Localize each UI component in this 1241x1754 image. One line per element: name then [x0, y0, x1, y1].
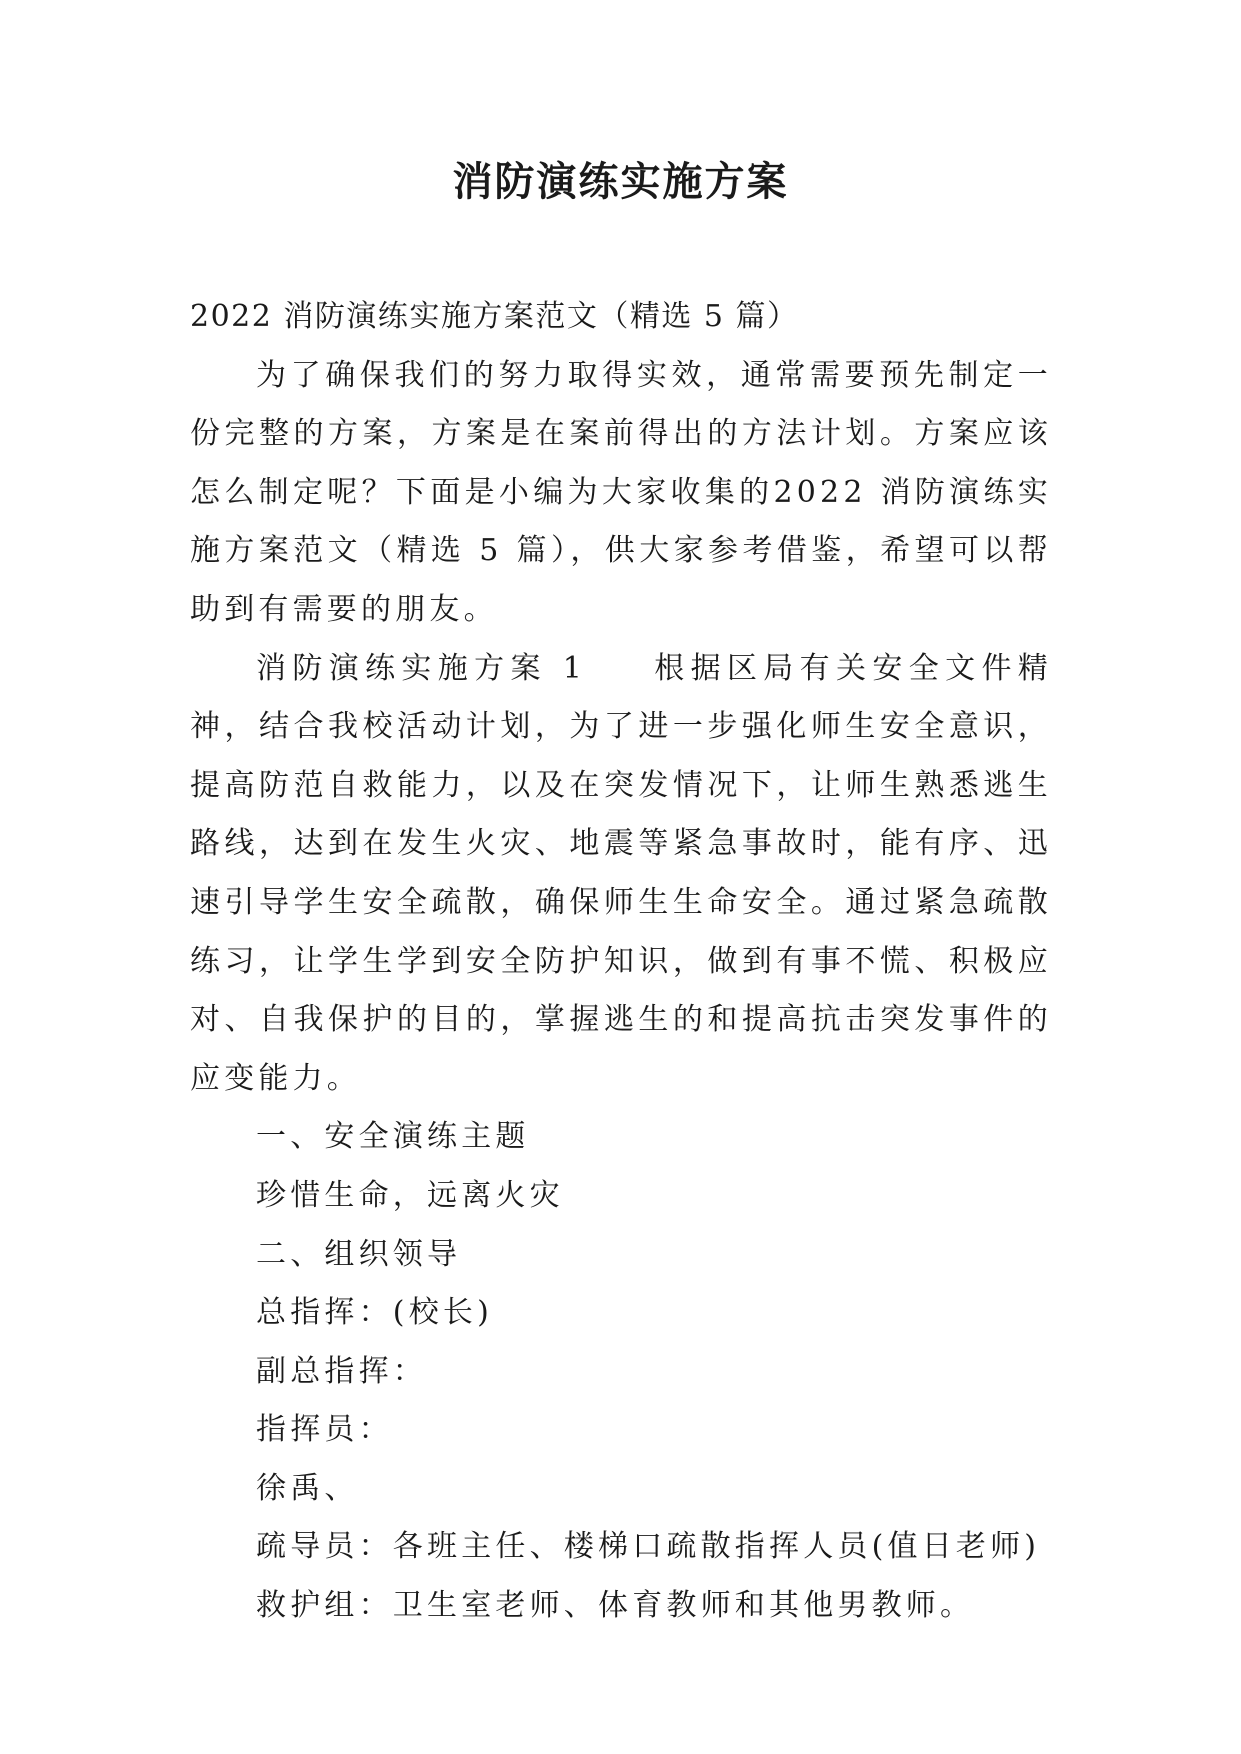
document-subtitle: 2022 消防演练实施方案范文（精选 5 篇）	[190, 299, 799, 334]
intro-paragraph: 为了确保我们的努力取得实效，通常需要预先制定一份完整的方案，方案是在案前得出的方法计划。方案应该怎么制定呢？下面是小编为大家收集的2022 消防演练实施方案范文（精选 5 篇），供大家参考借鉴，希望可以帮助到有需要的朋友。	[190, 357, 1052, 627]
section-1-body: 根据区局有关安全文件精神，结合我校活动计划，为了进一步强化师生安全意识，提高防范自救能力，以及在突发情况下，让师生熟悉逃生路线，达到在发生火灾、地震等紧急事故时，能有序、迅速引导学生安全疏散，确保师生生命安全。通过紧急疏散练习，让学生学到安全防护知识，做到有事不慌、积极应对、自我保护的目的，掌握逃生的和提高抗击突发事件的应变能力。	[190, 650, 1053, 1096]
section-1-label: 消防演练实施方案 1	[256, 650, 587, 686]
theme-text: 珍惜生命，远离火灾	[256, 1177, 564, 1213]
director-name-line: 徐禹、	[256, 1470, 359, 1506]
document-title: 消防演练实施方案	[452, 158, 789, 205]
deputy-commander-line: 副总指挥：	[256, 1353, 427, 1389]
guide-line: 疏导员：各班主任、楼梯口疏散指挥人员(值日老师)	[256, 1529, 1041, 1565]
director-line: 指挥员：	[256, 1412, 393, 1448]
heading-organization: 二、组织领导	[256, 1236, 462, 1272]
document-body	[190, 288, 1052, 1636]
section-1-paragraph	[190, 640, 1052, 1109]
commander-line: 总指挥：(校长)	[256, 1295, 494, 1331]
heading-theme: 一、安全演练主题	[256, 1119, 530, 1155]
rescue-group-line: 救护组：卫生室老师、体育教师和其他男教师。	[256, 1588, 975, 1624]
